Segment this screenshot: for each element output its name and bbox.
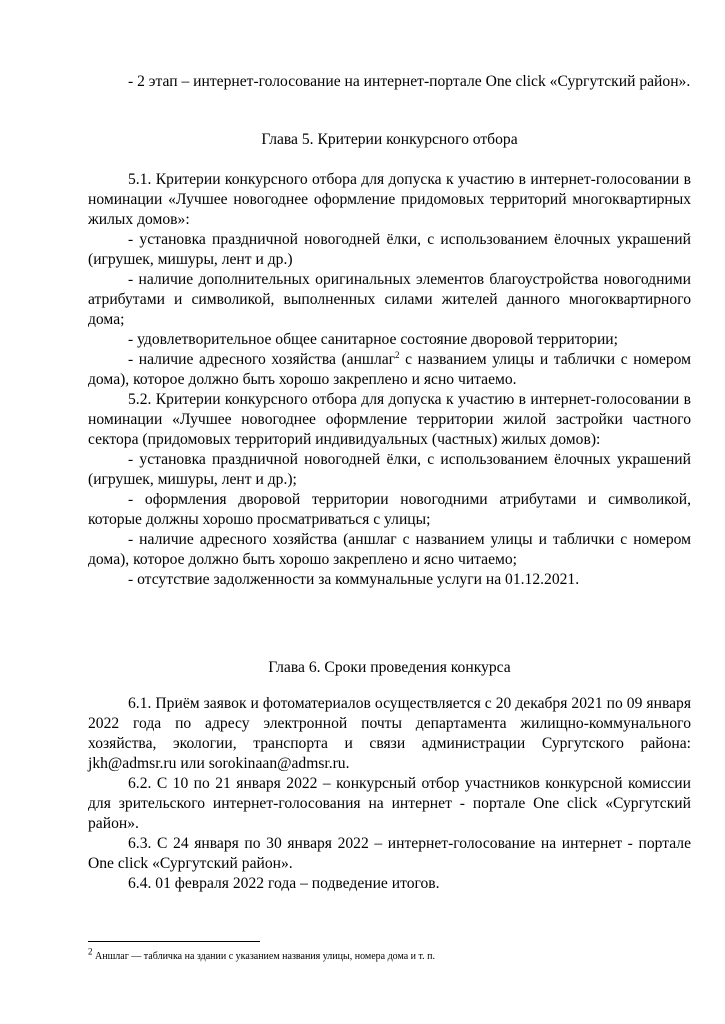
chapter6-title: Глава 6. Сроки проведения конкурса — [268, 659, 511, 676]
chapter6-body — [88, 694, 691, 894]
terms-6-3-paragraph: 6.3. С 24 января по 30 января 2022 – интернет-голосование на интернет - портале One click «Сургутский район». — [88, 835, 691, 872]
criteria-5-1-paragraph: 5.1. Критерии конкурсного отбора для допуска к участию в интернет-голосовании в номинации «Лучшее новогоднее оформление придомовых территорий многоквартирных жилых домов»: — [88, 171, 691, 228]
chapter5-body — [88, 170, 691, 590]
intro-block — [88, 72, 691, 92]
footnote-divider — [88, 941, 260, 942]
footnote-marker: 2 — [88, 946, 93, 957]
terms-6-2-paragraph: 6.2. С 10 по 21 января 2022 – конкурсный отбор участников конкурсной комиссии для зрительского интернет-голосования на интернет - портале One click «Сургутский район». — [88, 775, 691, 832]
criteria-sanitary-paragraph: - удовлетворительное общее санитарное состояние дворовой территории; — [128, 331, 618, 348]
criteria-decor-paragraph: - наличие дополнительных оригинальных элементов благоустройства новогодними атрибутами и символикой, выполненных силами жителей данного многоквартирного дома; — [88, 271, 691, 328]
footnote-ref: 2 — [395, 349, 400, 360]
criteria-private-decor-paragraph: - оформления дворовой территории новогодними атрибутами и символикой, которые должны хорошо просматриваться с улицы; — [88, 491, 691, 528]
terms-6-1-paragraph: 6.1. Приём заявок и фотоматериалов осуществляется с 20 декабря 2021 по 09 января 2022 года по адресу электронной почты департамента жилищно-коммунального хозяйства, экологии, транспорта и связи администрации Сургутского района: jkh@admsr.ru или sorokinaan@admsr.ru. — [88, 695, 691, 772]
criteria-5-2-paragraph: 5.2. Критерии конкурсного отбора для допуска к участию в интернет-голосовании в номинации «Лучшее новогоднее оформление территории жилой застройки частного сектора (придомовых территорий индивидуальных (частных) жилых домов): — [88, 391, 691, 448]
terms-6-4-paragraph: 6.4. 01 февраля 2022 года – подведение итогов. — [128, 875, 440, 892]
criteria-tree-paragraph: - установка праздничной новогодней ёлки, с использованием ёлочных украшений (игрушек, мишуры, лент и др.) — [88, 231, 691, 268]
address-text-start: - наличие адресного хозяйства (аншлаг — [128, 351, 396, 368]
criteria-debt-paragraph: - отсутствие задолженности за коммунальные услуги на 01.12.2021. — [128, 571, 580, 588]
chapter5-title: Глава 5. Критерии конкурсного отбора — [261, 131, 518, 148]
stage2-paragraph: - 2 этап – интернет-голосование на интернет-портале One click «Сургутский район». — [128, 73, 691, 90]
criteria-private-tree-paragraph: - установка праздничной новогодней ёлки, с использованием ёлочных украшений (игрушек, мишуры, лент и др.); — [88, 451, 691, 488]
footnote-text: Аншлаг — табличка на здании с указанием названия улицы, номера дома и т. п. — [92, 951, 435, 962]
address-text-end: с названием улицы и таблички с номером дома), которое должно быть хорошо закреплено и ясно читаемо. — [88, 351, 692, 388]
criteria-address-paragraph — [88, 350, 691, 390]
criteria-private-address-paragraph: - наличие адресного хозяйства (аншлаг с названием улицы и таблички с номером дома), которое должно быть хорошо закреплено и ясно читаемо; — [88, 531, 691, 568]
footnote — [88, 946, 691, 963]
